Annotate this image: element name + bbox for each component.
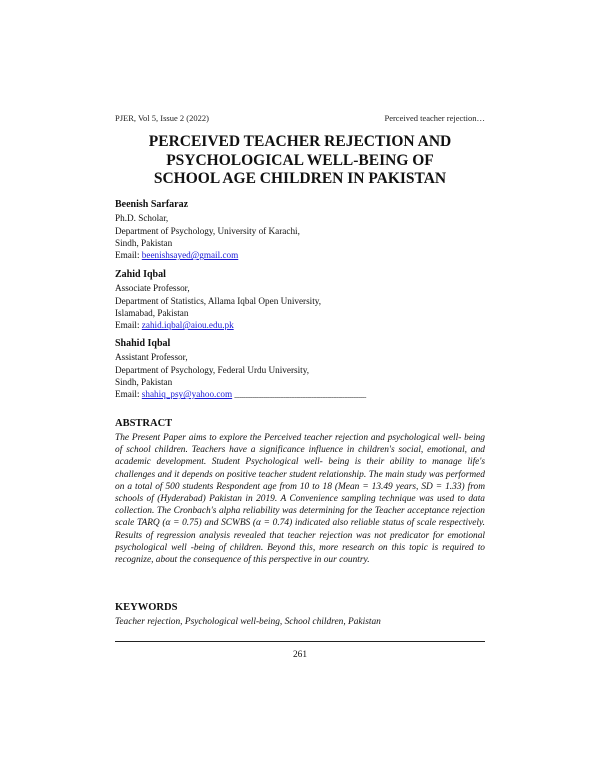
author-block-1 (115, 199, 485, 261)
author-email-line (115, 319, 485, 331)
email-label: Email: (115, 250, 140, 261)
author-location: Sindh, Pakistan (115, 376, 173, 387)
email-label: Email: (115, 389, 140, 400)
title-line-2: PSYCHOLOGICAL WELL-BEING OF (166, 151, 434, 169)
author-department: Department of Psychology, University of Karachi, (115, 225, 300, 236)
author-position: Ph.D. Scholar, (115, 213, 169, 224)
footer-rule (115, 641, 485, 642)
running-header (115, 113, 485, 123)
title-line-1: PERCEIVED TEACHER REJECTION AND (148, 133, 452, 150)
author-block-2 (115, 269, 485, 331)
abstract-heading: ABSTRACT (115, 418, 173, 429)
keywords-text: Teacher rejection, Psychological well-being, School children, Pakistan (115, 617, 381, 627)
author-name: Shahid Iqbal (115, 338, 171, 349)
author-email-link[interactable]: zahid.iqbal@aiou.edu.pk (141, 320, 234, 331)
running-title: Perceived teacher rejection… (384, 113, 485, 123)
author-position: Associate Professor, (115, 283, 190, 294)
author-location: Islamabad, Pakistan (115, 307, 189, 318)
author-name: Beenish Sarfaraz (115, 199, 189, 210)
paper-title (115, 133, 485, 189)
author-email-link[interactable]: shahiq_psy@yahoo.com (141, 389, 233, 400)
author-position: Assistant Professor, (115, 352, 188, 363)
author-name: Zahid Iqbal (115, 269, 166, 280)
author-department: Department of Psychology, Federal Urdu University, (115, 364, 309, 375)
email-label: Email: (115, 320, 140, 331)
journal-citation: PJER, Vol 5, Issue 2 (2022) (115, 113, 209, 123)
author-email-line (115, 249, 485, 261)
section-separator: ------------------------------------------------------------------------ (234, 393, 366, 401)
title-line-3: SCHOOL AGE CHILDREN IN PAKISTAN (153, 170, 447, 187)
author-block-3 (115, 338, 485, 400)
abstract-text: The Present Paper aims to explore the Perceived teacher rejection and psychological well- being of school children. Teachers have a significance influence in children's social, emotional, and academic development. Student Psychological well- being is their ability to manage life's challenges and it depends on positive teacher student relationship. The main study was performed on a total of 500 students Respondent age from 10 to 18 (Mean = 13.49 years, SD = 1.33) from schools of (Hyderabad) Pakistan in 2019. A Convenience sampling technique was used to data collection. The Cronbach's alpha reliability was determining for the Teacher acceptance rejection scale TARQ (α = 0.75) and SCWBS (α = 0.74) indicated also reliable status of scale respectively. Results of regression analysis revealed that teacher rejection was not predicator for emotional psychological well -being of children. Beyond this, more research on this topic is required to recognize, about the consequence of this perspective in our country. (115, 433, 485, 566)
author-department: Department of Statistics, Allama Iqbal Open University, (115, 295, 322, 306)
author-email-link[interactable]: beenishsayed@gmail.com (141, 250, 239, 261)
keywords-heading: KEYWORDS (115, 602, 178, 613)
author-location: Sindh, Pakistan (115, 237, 173, 248)
page-number: 261 (292, 650, 308, 660)
